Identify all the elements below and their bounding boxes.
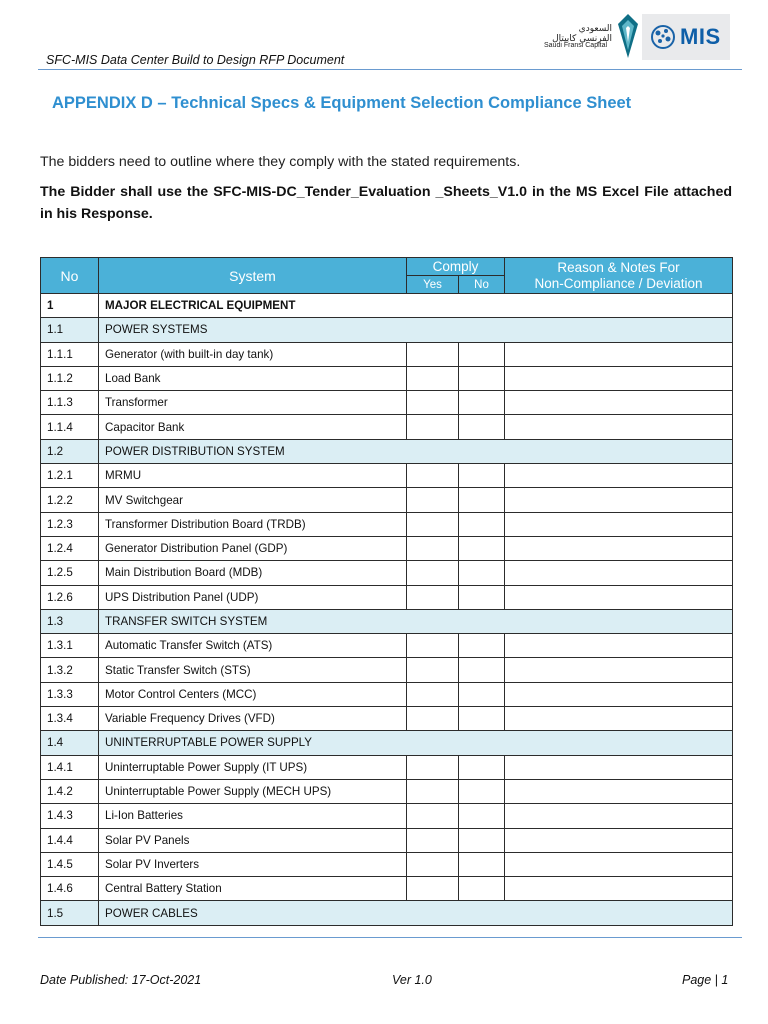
footer-version: Ver 1.0: [392, 973, 432, 987]
row-system: Motor Control Centers (MCC): [99, 682, 407, 706]
instruction-text: The Bidder shall use the SFC-MIS-DC_Tender_Evaluation _Sheets_V1.0 in the MS Excel File attached in his Response.: [40, 184, 732, 222]
row-number: 1.4: [41, 731, 99, 755]
sfc-logo: [544, 18, 614, 54]
reason-cell[interactable]: [505, 488, 733, 512]
yes-cell[interactable]: [407, 707, 459, 731]
row-number: 1.3.3: [41, 682, 99, 706]
no-cell[interactable]: [459, 804, 505, 828]
no-cell[interactable]: [459, 779, 505, 803]
reason-cell[interactable]: [505, 707, 733, 731]
table-row: [41, 366, 733, 390]
no-cell[interactable]: [459, 682, 505, 706]
row-number: 1.3.1: [41, 634, 99, 658]
yes-cell[interactable]: [407, 366, 459, 390]
reason-cell[interactable]: [505, 415, 733, 439]
row-number: 1.2.6: [41, 585, 99, 609]
table-row: [41, 391, 733, 415]
yes-cell[interactable]: [407, 828, 459, 852]
row-system: TRANSFER SWITCH SYSTEM: [99, 609, 733, 633]
yes-cell[interactable]: [407, 488, 459, 512]
intro-text: The bidders need to outline where they comply with the stated requirements.: [40, 154, 521, 170]
sfc-emblem-icon: [616, 12, 640, 60]
row-number: 1.3.4: [41, 707, 99, 731]
reason-cell[interactable]: [505, 536, 733, 560]
row-system: UNINTERRUPTABLE POWER SUPPLY: [99, 731, 733, 755]
header-reason: [505, 258, 733, 294]
table-row: [41, 585, 733, 609]
table-row: [41, 294, 733, 318]
document-header-title: SFC-MIS Data Center Build to Design RFP Document: [46, 53, 345, 67]
no-cell[interactable]: [459, 634, 505, 658]
appendix-title: APPENDIX D – Technical Specs & Equipment Selection Compliance Sheet: [52, 94, 632, 112]
table-row: [41, 755, 733, 779]
row-number: 1.5: [41, 901, 99, 925]
row-system: POWER DISTRIBUTION SYSTEM: [99, 439, 733, 463]
yes-cell[interactable]: [407, 634, 459, 658]
no-cell[interactable]: [459, 366, 505, 390]
table-row: [41, 634, 733, 658]
table-body: [41, 294, 733, 926]
row-number: 1.4.6: [41, 877, 99, 901]
yes-cell[interactable]: [407, 852, 459, 876]
header-comply: Comply: [407, 258, 505, 276]
row-system: Transformer Distribution Board (TRDB): [99, 512, 407, 536]
row-number: 1.4.4: [41, 828, 99, 852]
header-system: System: [99, 258, 407, 294]
reason-cell[interactable]: [505, 634, 733, 658]
row-system: Static Transfer Switch (STS): [99, 658, 407, 682]
row-number: 1.2.5: [41, 561, 99, 585]
row-system: Transformer: [99, 391, 407, 415]
yes-cell[interactable]: [407, 561, 459, 585]
yes-cell[interactable]: [407, 658, 459, 682]
no-cell[interactable]: [459, 561, 505, 585]
yes-cell[interactable]: [407, 877, 459, 901]
row-number: 1.4.2: [41, 779, 99, 803]
row-system: MV Switchgear: [99, 488, 407, 512]
table-row: [41, 779, 733, 803]
footer-divider: [38, 937, 742, 938]
row-number: 1.2.4: [41, 536, 99, 560]
no-cell[interactable]: [459, 707, 505, 731]
row-system: MRMU: [99, 464, 407, 488]
header-yes: Yes: [407, 276, 459, 294]
mis-logo: [642, 14, 730, 60]
no-cell[interactable]: [459, 828, 505, 852]
compliance-table: [40, 257, 733, 926]
reason-cell[interactable]: [505, 804, 733, 828]
no-cell[interactable]: [459, 658, 505, 682]
row-number: 1.1.4: [41, 415, 99, 439]
row-number: 1.2.2: [41, 488, 99, 512]
row-number: 1.3.2: [41, 658, 99, 682]
no-cell[interactable]: [459, 512, 505, 536]
row-number: 1.2.1: [41, 464, 99, 488]
row-system: Capacitor Bank: [99, 415, 407, 439]
no-cell[interactable]: [459, 488, 505, 512]
table-row: [41, 682, 733, 706]
reason-cell[interactable]: [505, 561, 733, 585]
header-reason-line1: Reason & Notes For: [557, 259, 680, 275]
yes-cell[interactable]: [407, 755, 459, 779]
no-cell[interactable]: [459, 342, 505, 366]
reason-cell[interactable]: [505, 828, 733, 852]
yes-cell[interactable]: [407, 512, 459, 536]
table-row: [41, 804, 733, 828]
row-number: 1.4.5: [41, 852, 99, 876]
no-cell[interactable]: [459, 464, 505, 488]
reason-cell[interactable]: [505, 342, 733, 366]
row-number: 1.1.3: [41, 391, 99, 415]
table-row: [41, 318, 733, 342]
row-system: Automatic Transfer Switch (ATS): [99, 634, 407, 658]
row-system: Main Distribution Board (MDB): [99, 561, 407, 585]
row-system: POWER SYSTEMS: [99, 318, 733, 342]
table-row: [41, 658, 733, 682]
reason-cell[interactable]: [505, 877, 733, 901]
reason-cell[interactable]: [505, 658, 733, 682]
no-cell[interactable]: [459, 415, 505, 439]
reason-cell[interactable]: [505, 585, 733, 609]
row-number: 1.2.3: [41, 512, 99, 536]
no-cell[interactable]: [459, 391, 505, 415]
row-system: Variable Frequency Drives (VFD): [99, 707, 407, 731]
row-system: Solar PV Inverters: [99, 852, 407, 876]
reason-cell[interactable]: [505, 779, 733, 803]
yes-cell[interactable]: [407, 682, 459, 706]
table-row: [41, 439, 733, 463]
no-cell[interactable]: [459, 852, 505, 876]
row-number: 1.4.3: [41, 804, 99, 828]
header-reason-line2: Non-Compliance / Deviation: [534, 275, 703, 291]
row-number: 1.3: [41, 609, 99, 633]
table-row: [41, 707, 733, 731]
no-cell[interactable]: [459, 877, 505, 901]
table-row: [41, 877, 733, 901]
reason-cell[interactable]: [505, 366, 733, 390]
reason-cell[interactable]: [505, 464, 733, 488]
row-number: 1.1.1: [41, 342, 99, 366]
yes-cell[interactable]: [407, 464, 459, 488]
row-system: Load Bank: [99, 366, 407, 390]
row-number: 1.4.1: [41, 755, 99, 779]
table-row: [41, 731, 733, 755]
yes-cell[interactable]: [407, 391, 459, 415]
row-system: Generator (with built-in day tank): [99, 342, 407, 366]
row-system: Solar PV Panels: [99, 828, 407, 852]
no-cell[interactable]: [459, 536, 505, 560]
row-number: 1: [41, 294, 99, 318]
yes-cell[interactable]: [407, 804, 459, 828]
table-row: [41, 901, 733, 925]
reason-cell[interactable]: [505, 391, 733, 415]
row-number: 1.1.2: [41, 366, 99, 390]
table-row: [41, 464, 733, 488]
header-logos: [544, 12, 732, 62]
sfc-logo-arabic: السعودي الفرنسي كابيتال: [552, 24, 612, 44]
table-row: [41, 852, 733, 876]
reason-cell[interactable]: [505, 852, 733, 876]
row-number: 1.1: [41, 318, 99, 342]
row-system: POWER CABLES: [99, 901, 733, 925]
table-row: [41, 512, 733, 536]
mis-logo-text: MIS: [680, 24, 721, 49]
table-row: [41, 536, 733, 560]
yes-cell[interactable]: [407, 415, 459, 439]
row-system: Generator Distribution Panel (GDP): [99, 536, 407, 560]
reason-cell[interactable]: [505, 682, 733, 706]
table-row: [41, 561, 733, 585]
mis-globe-icon: [648, 22, 678, 52]
row-system: Li-Ion Batteries: [99, 804, 407, 828]
footer-date: Date Published: 17-Oct-2021: [40, 973, 202, 987]
header-no-option: No: [459, 276, 505, 294]
sfc-logo-english: Saudi Fransi Capital: [544, 42, 608, 49]
row-system: Central Battery Station: [99, 877, 407, 901]
yes-cell[interactable]: [407, 779, 459, 803]
row-system: MAJOR ELECTRICAL EQUIPMENT: [99, 294, 733, 318]
yes-cell[interactable]: [407, 585, 459, 609]
table-row: [41, 342, 733, 366]
footer-page: Page | 1: [682, 973, 729, 987]
reason-cell[interactable]: [505, 512, 733, 536]
table-row: [41, 488, 733, 512]
no-cell[interactable]: [459, 585, 505, 609]
row-system: Uninterruptable Power Supply (MECH UPS): [99, 779, 407, 803]
header-divider: [38, 69, 742, 70]
table-row: [41, 828, 733, 852]
yes-cell[interactable]: [407, 342, 459, 366]
yes-cell[interactable]: [407, 536, 459, 560]
row-system: UPS Distribution Panel (UDP): [99, 585, 407, 609]
no-cell[interactable]: [459, 755, 505, 779]
header-no: No: [41, 258, 99, 294]
reason-cell[interactable]: [505, 755, 733, 779]
table-row: [41, 609, 733, 633]
row-system: Uninterruptable Power Supply (IT UPS): [99, 755, 407, 779]
row-number: 1.2: [41, 439, 99, 463]
table-row: [41, 415, 733, 439]
